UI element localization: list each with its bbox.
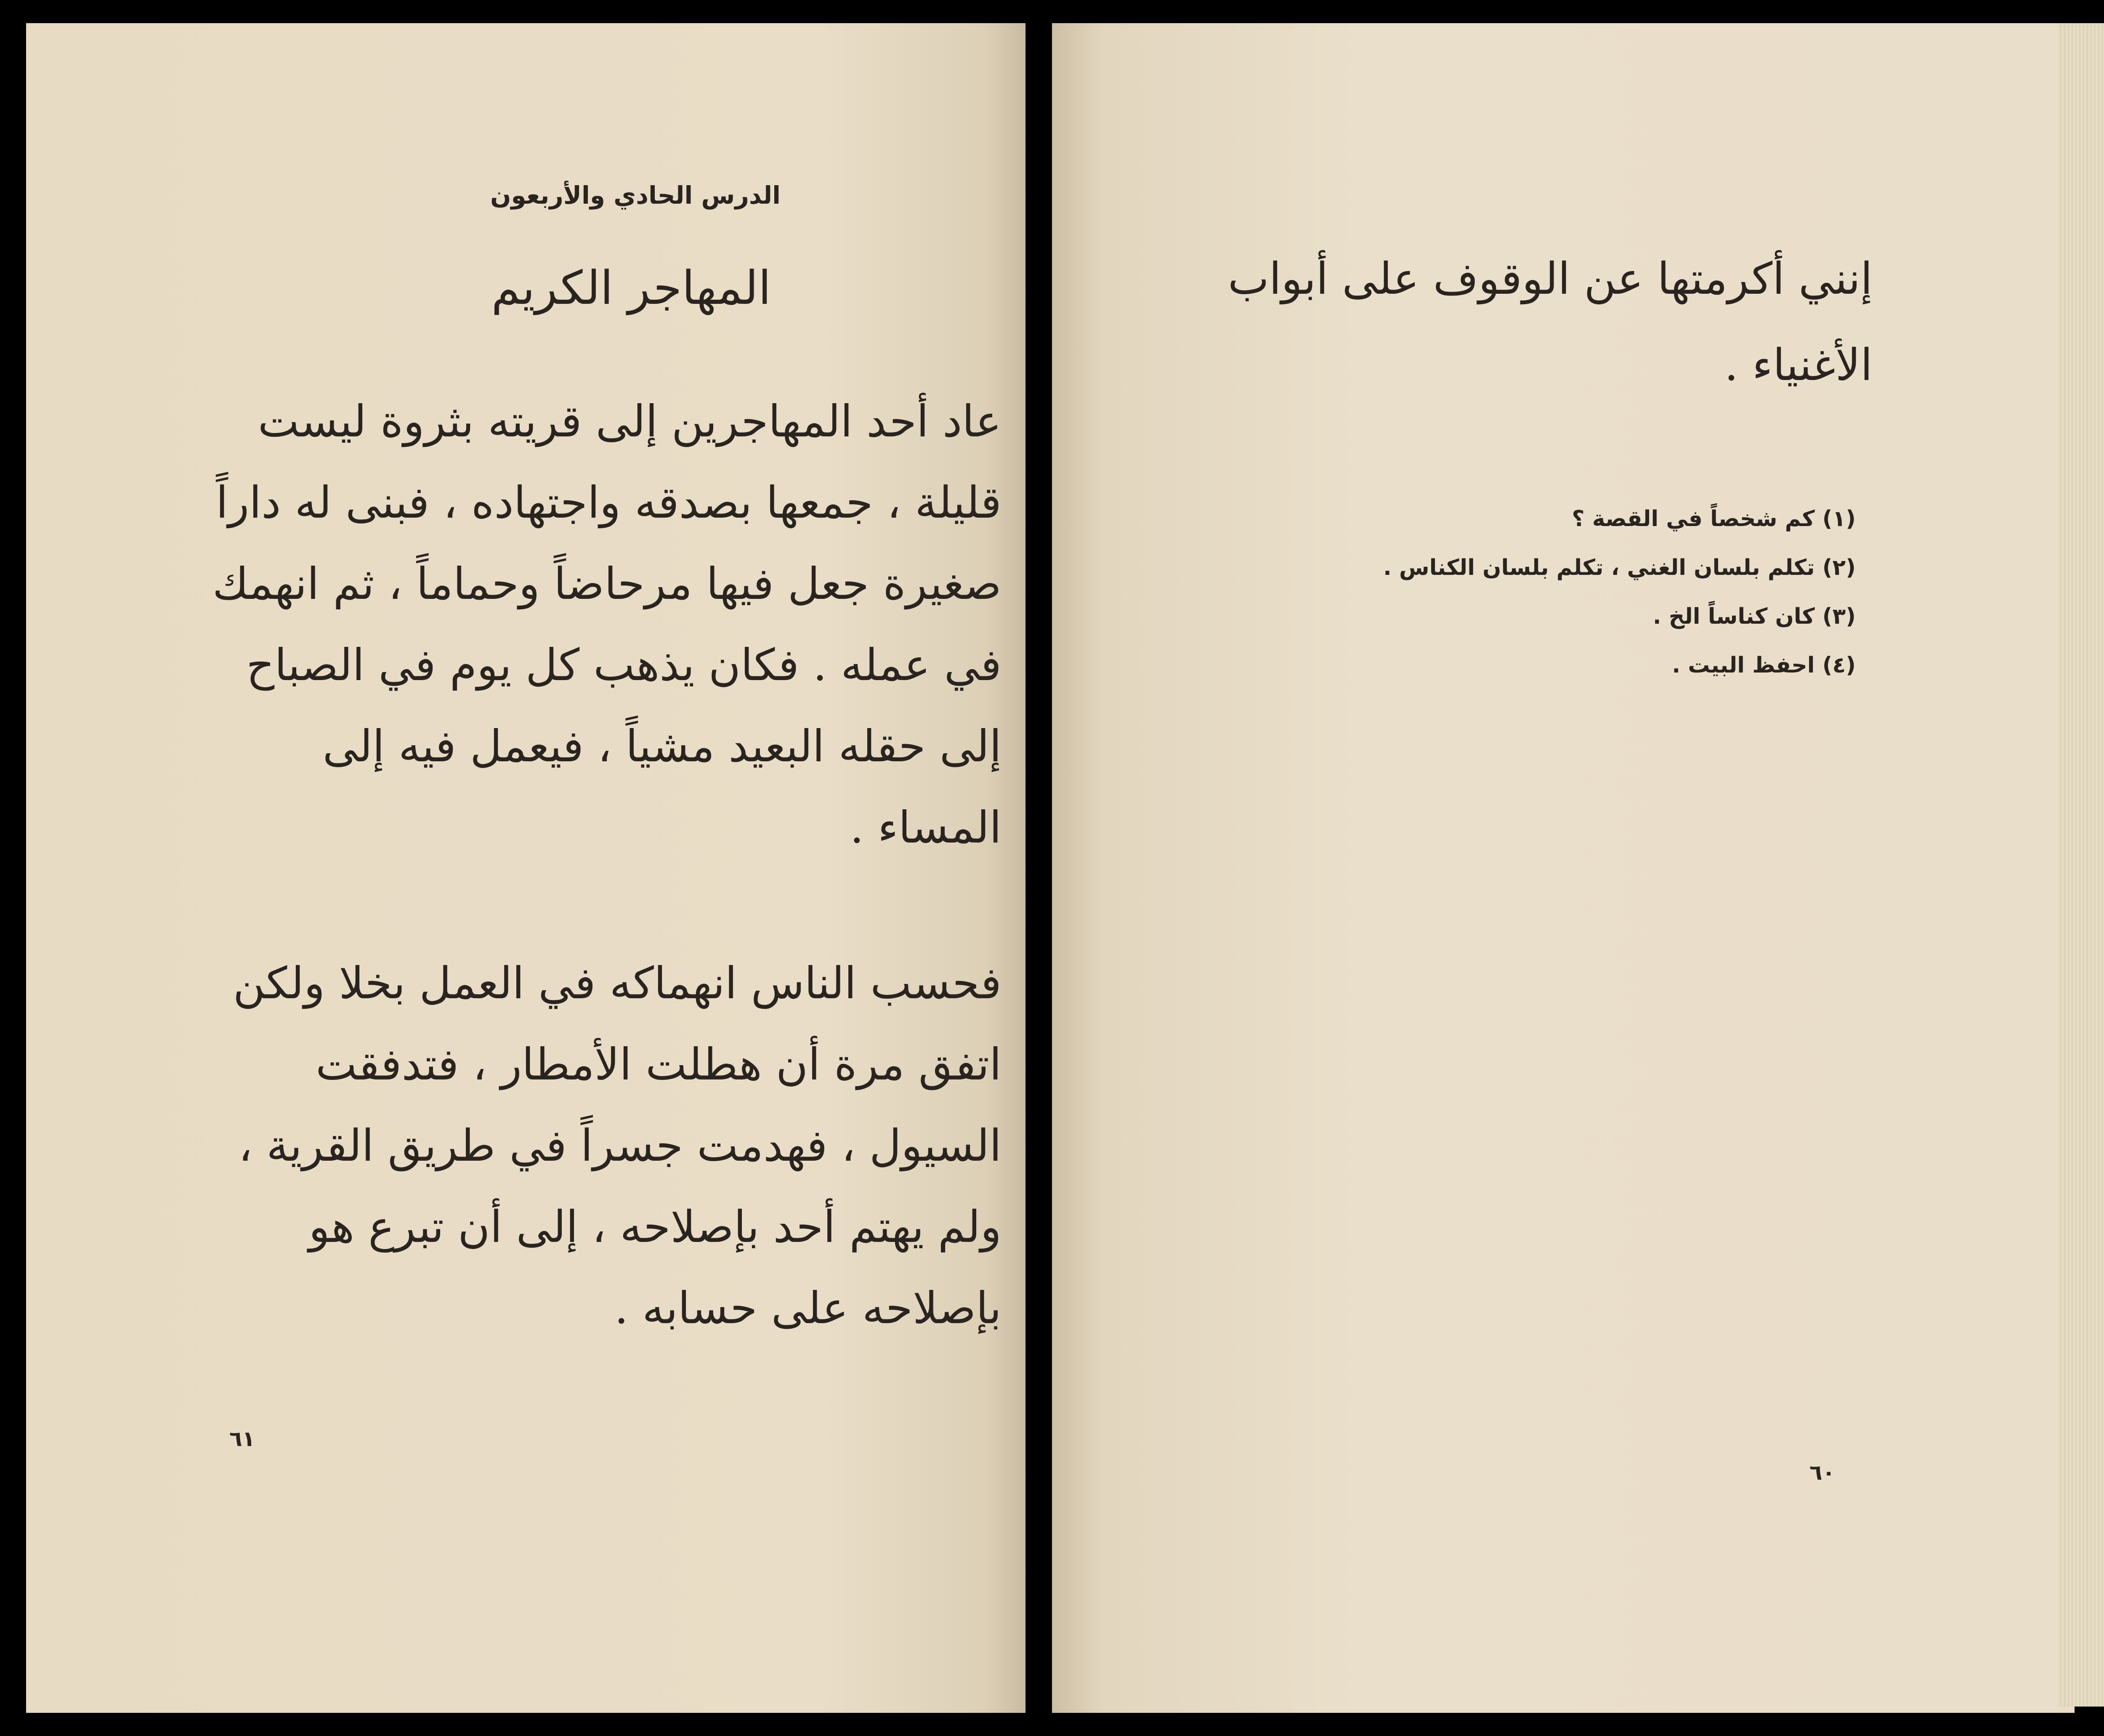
page-block-edge bbox=[2058, 23, 2104, 1707]
page-number-right: ٦٠ bbox=[1809, 1460, 1836, 1485]
story-paragraph-2: فحسب الناس انهماكه في العمل بخلا ولكن اتفق مرة أن هطلت الأمطار ، فتدفقت السيول ، فهدمت جسراً في طريق القرية ، ولم يهتم أحد بإصلاحه ، إلى أن تبرع هو بإصلاحه على حسابه . bbox=[233, 957, 1002, 1334]
lesson-title: المهاجر الكريم bbox=[491, 261, 771, 315]
question-item: (٣) كان كناساً الخ . bbox=[1652, 604, 1856, 629]
question-item: (١) كم شخصاً في القصة ؟ bbox=[1572, 506, 1856, 532]
question-item: (٢) تكلم بلسان الغني ، تكلم بلسان الكناس . bbox=[1383, 555, 1856, 580]
questions-list bbox=[1262, 494, 1856, 690]
story-continuation: إنني أكرمتها عن الوقوف على أبواب الأغنياء . bbox=[1227, 253, 1873, 391]
question-item: (٤) احفظ البيت . bbox=[1672, 653, 1856, 678]
story-paragraph-1: عاد أحد المهاجرين إلى قريته بثروة ليست قليلة ، جمعها بصدقه واجتهاده ، فبنى له داراً صغيرة جعل فيها مرحاضاً وحماماً ، ثم انهمك في عمله . فكان يذهب كل يوم في الصباح إلى حقله البعيد مشياً ، فيعمل فيه إلى المساء . bbox=[212, 396, 1002, 853]
page-number-left: ٦١ bbox=[229, 1427, 255, 1451]
lesson-heading: الدرس الحادي والأربعون bbox=[490, 181, 781, 210]
